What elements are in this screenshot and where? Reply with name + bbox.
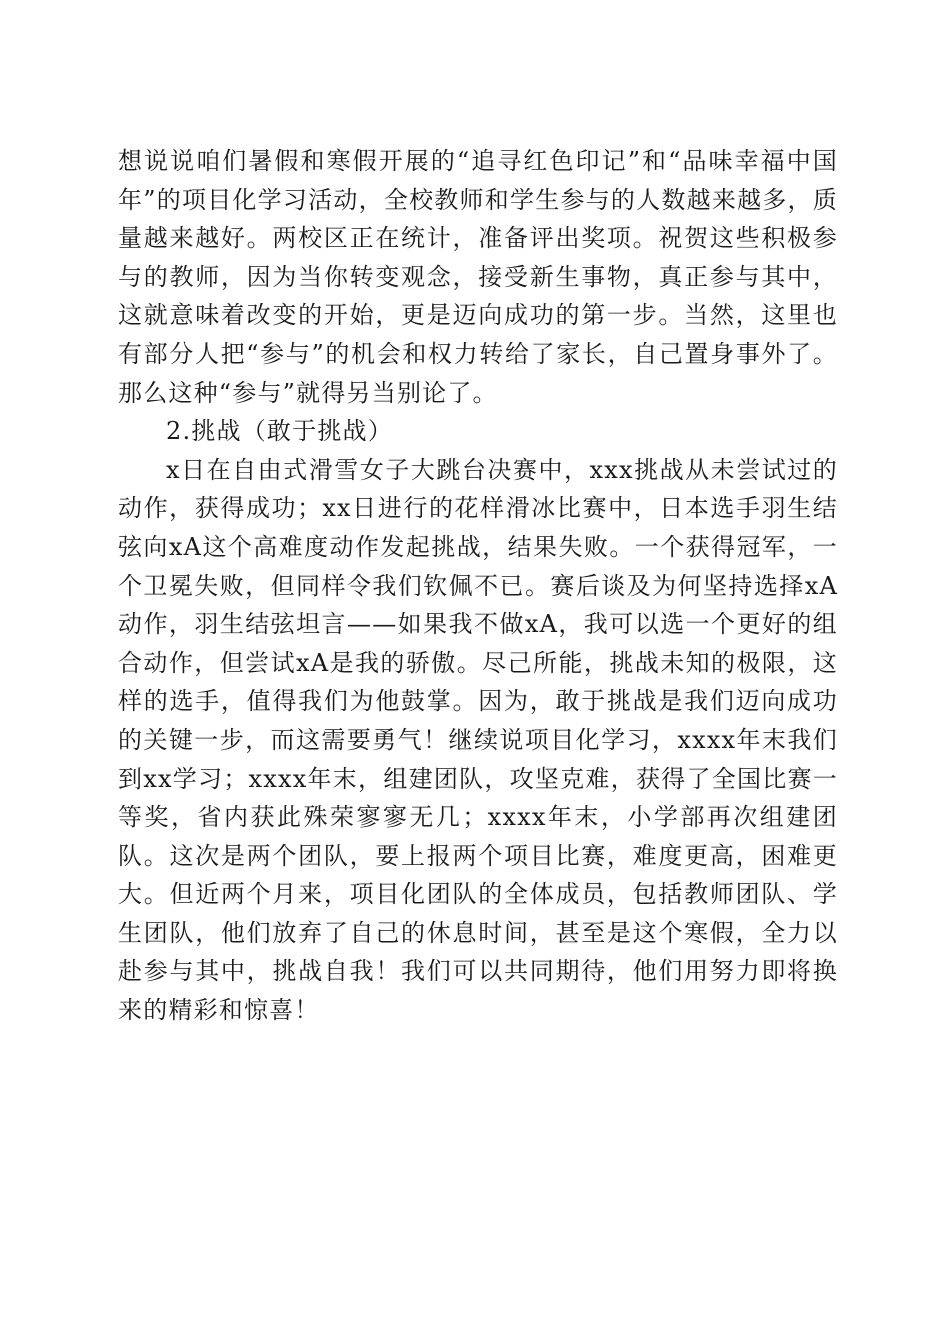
document-body xyxy=(118,142,838,1030)
section-heading-challenge: 2.挑战（敢于挑战） xyxy=(166,417,393,446)
paragraph-challenge: x日在自由式滑雪女子大跳台决赛中，xxx挑战从未尝试过的动作，获得成功；xx日进行的花样滑冰比赛中，日本选手羽生结弦向xA这个高难度动作发起挑战，结果失败。一个获得冠军，一个卫冕失败，但同样令我们钦佩不已。赛后谈及为何坚持选择xA动作，羽生结弦坦言——如果我不做xA，我可以选一个更好的组合动作，但尝试xA是我的骄傲。尽己所能，挑战未知的极限，这样的选手，值得我们为他鼓掌。因为，敢于挑战是我们迈向成功的关键一步，而这需要勇气！继续说项目化学习，xxxx年末我们到xx学习；xxxx年末，组建团队，攻坚克难，获得了全国比赛一等奖，省内获此殊荣寥寥无几；xxxx年末，小学部再次组建团队。这次是两个团队，要上报两个项目比赛，难度更高，困难更大。但近两个月来，项目化团队的全体成员，包括教师团队、学生团队，他们放弃了自己的休息时间，甚至是这个寒假，全力以赴参与其中，挑战自我！我们可以共同期待，他们用努力即将换来的精彩和惊喜！ xyxy=(118,455,838,1025)
paragraph-participation: 想说说咱们暑假和寒假开展的“追寻红色印记”和“品味幸福中国年”的项目化学习活动，全校教师和学生参与的人数越来越多，质量越来越好。两校区正在统计，准备评出奖项。祝贺这些积极参与的教师，因为当你转变观念，接受新生事物，真正参与其中，这就意味着改变的开始，更是迈向成功的第一步。当然，这里也有部分人把“参与”的机会和权力转给了家长，自己置身事外了。那么这种“参与”就得另当别论了。 xyxy=(118,147,838,407)
